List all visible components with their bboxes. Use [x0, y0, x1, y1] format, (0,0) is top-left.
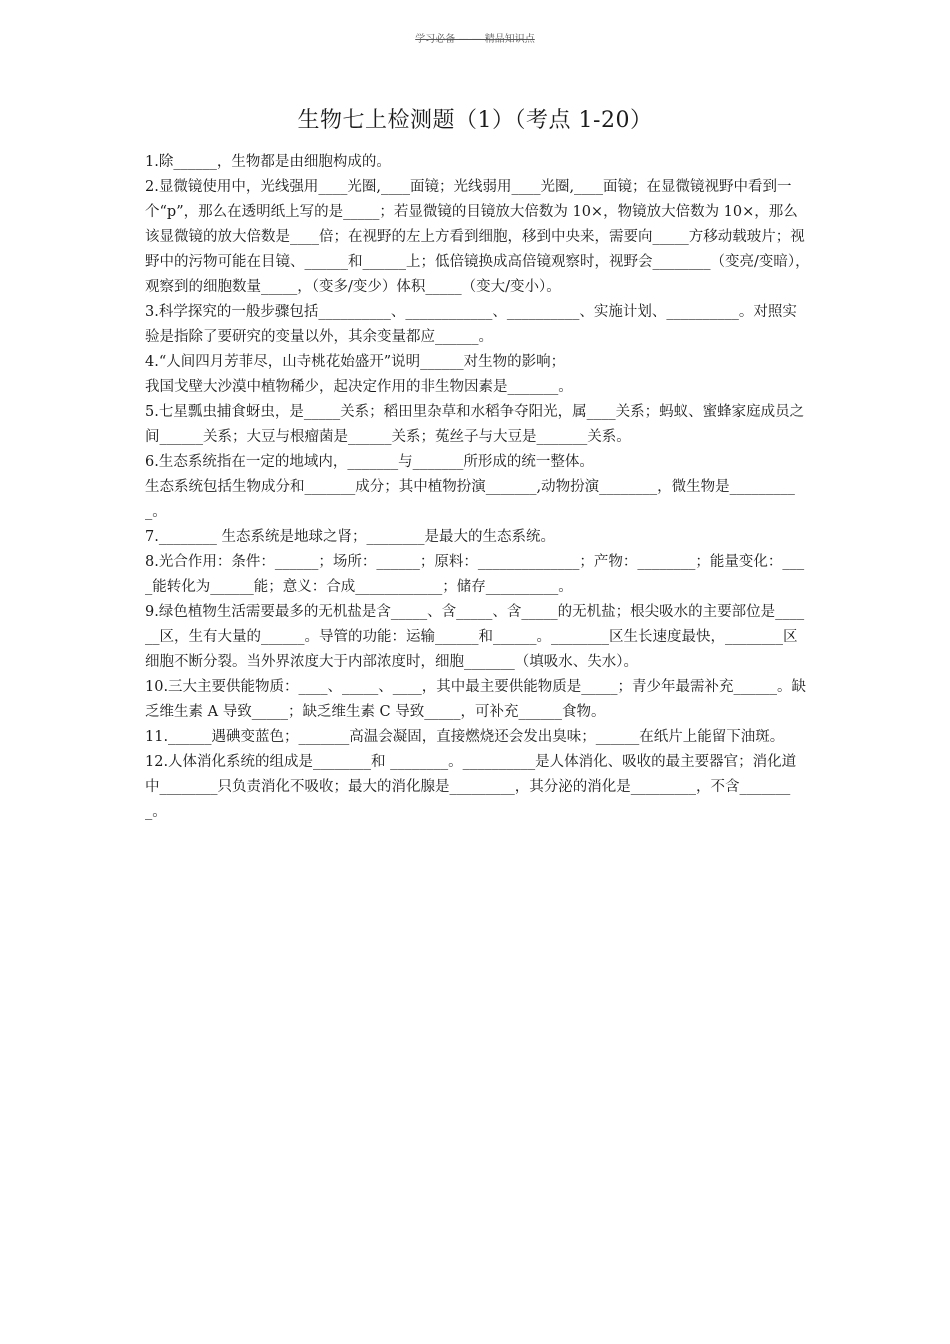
question-7: 7.________ 生态系统是地球之肾；________是最大的生态系统。: [145, 529, 555, 545]
question-4-continued: 我国戈壁大沙漠中植物稀少，起决定作用的非生物因素是_______。: [145, 379, 573, 395]
header-note-text: 学习必备 — — 精品知识点: [415, 34, 535, 45]
question-10: 10.三大主要供能物质：____、_____、____，其中最主要供能物质是_____；青少年最需补充______。缺乏维生素 A 导致_____；缺乏维生素 C 导致_____，可补充______食物。: [145, 679, 807, 720]
question-list: [145, 150, 810, 825]
question-9: 9.绿色植物生活需要最多的无机盐是含_____、含_____、含_____的无机盐；根尖吸水的主要部位是______区，生有大量的______。导管的功能：运输______和______。________区生长速度最快，________区细胞不断分裂。当外界浓度大于内部浓度时，细胞_______（填吸水、失水）。: [145, 604, 805, 670]
question-5: 5.七星瓢虫捕食蚜虫，是_____关系；稻田里杂草和水稻争夺阳光，属____关系；蚂蚁、蜜蜂家庭成员之间______关系；大豆与根瘤菌是______关系；菟丝子与大豆是_______关系。: [145, 404, 805, 445]
question-8: 8.光合作用：条件：______；场所：______；原料：______________；产物：________；能量变化：____能转化为______能；意义：合成____________；储存__________。: [145, 554, 805, 595]
question-6: 6.生态系统指在一定的地域内，_______与_______所形成的统一整体。: [145, 454, 594, 470]
question-4: 4.“人间四月芳菲尽，山寺桃花始盛开”说明______对生物的影响；: [145, 354, 566, 370]
question-12: 12.人体消化系统的组成是________和 ________。__________是人体消化、吸收的最主要器官；消化道中________只负责消化不吸收；最大的消化腺是_________，其分泌的消化是_________，不含________。: [145, 754, 797, 820]
question-2: 2.显微镜使用中，光线强用____光圈,____面镜；光线弱用____光圈,____面镜；在显微镜视野中看到一个“p”，那么在透明纸上写的是_____；若显微镜的目镜放大倍数为 10×，物镜放大倍数为 10×，那么该显微镜的放大倍数是____倍；在视野的左上方看到细胞，移到中央来，需要向_____方移动载玻片；视野中的污物可能在目镜、______和______上；低倍镜换成高倍镜观察时，视野会________（变亮/变暗），观察到的细胞数量_____，（变多/变少）体积_____（变大/变小）。: [145, 179, 810, 295]
question-6-continued: 生态系统包括生物成分和_______成分；其中植物扮演_______,动物扮演________，微生物是__________。: [145, 479, 795, 520]
header-note: [0, 30, 950, 45]
question-3: 3.科学探究的一般步骤包括__________、____________、__________、实施计划、__________。对照实验是指除了要研究的变量以外，其余变量都应______。: [145, 304, 797, 345]
question-1: 1.除______，生物都是由细胞构成的。: [145, 154, 391, 170]
page-title: 生物七上检测题（1）（考点 1-20）: [297, 108, 653, 133]
question-11: 11.______遇碘变蓝色；_______高温会凝固，直接燃烧还会发出臭味；______在纸片上能留下油斑。: [145, 729, 785, 745]
